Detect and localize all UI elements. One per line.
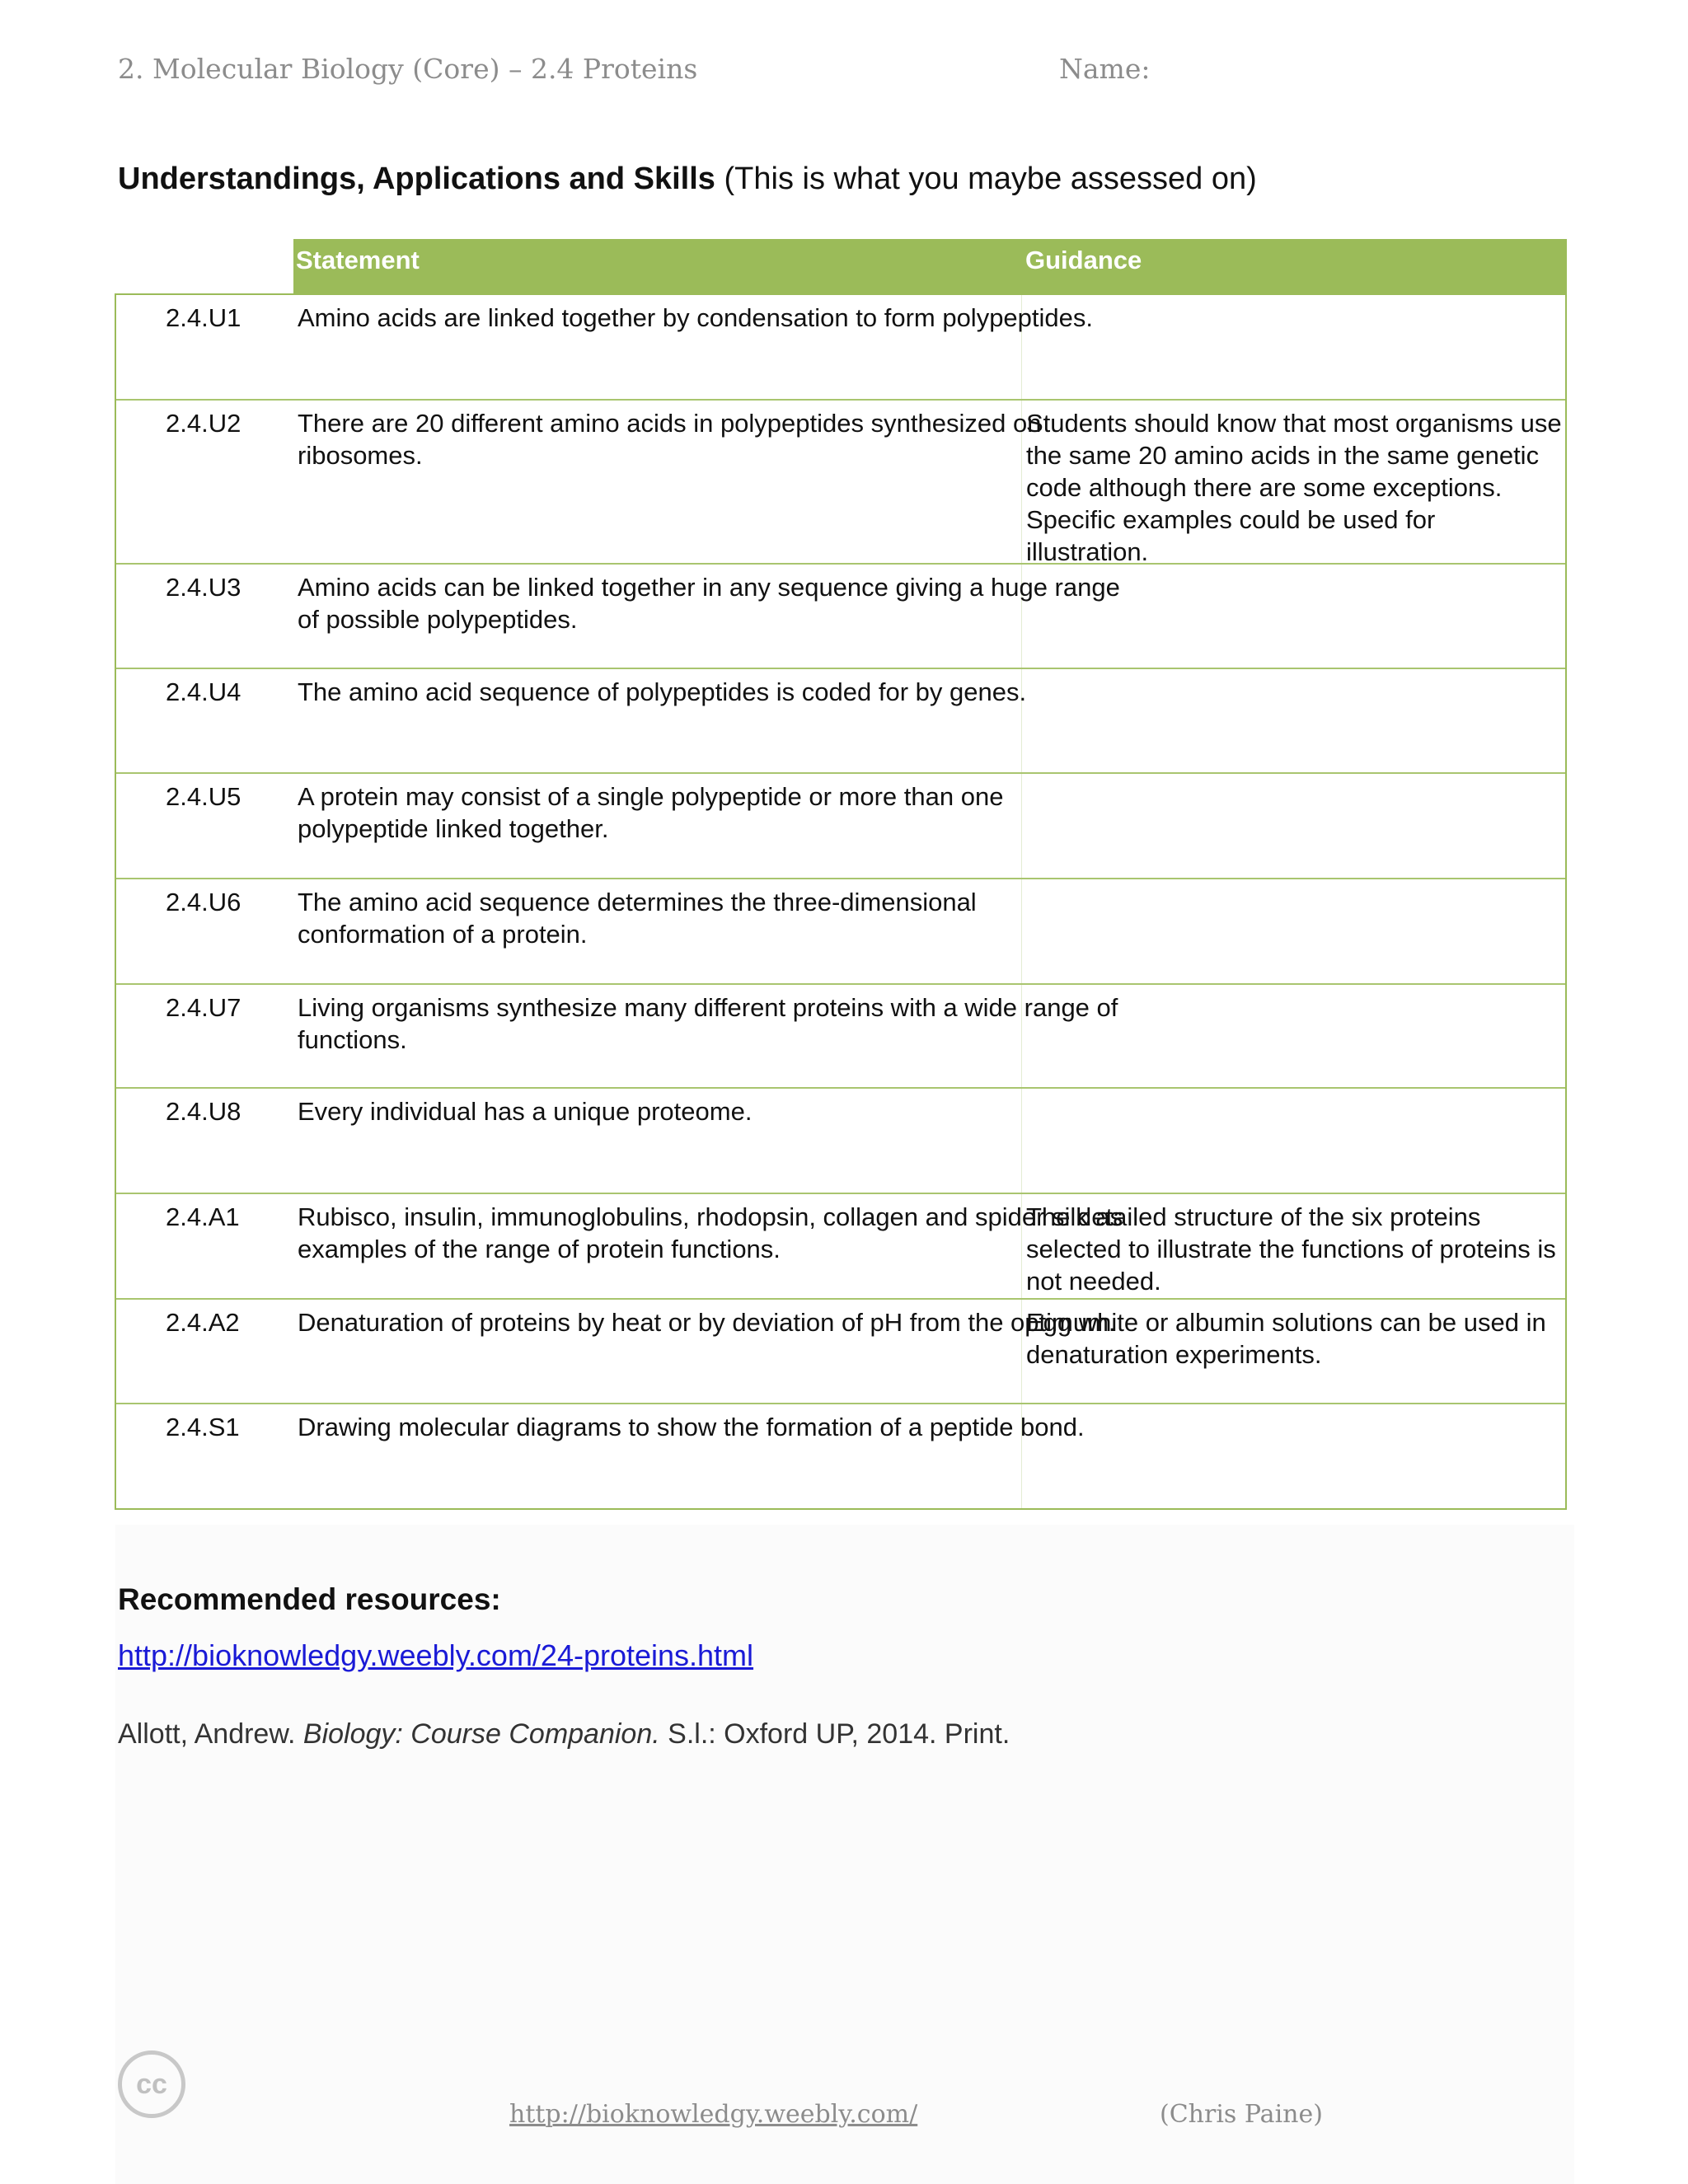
table-row — [116, 295, 1565, 401]
row-statement: The amino acid sequence of polypeptides is coded for by genes. — [298, 677, 1027, 706]
page-background — [115, 1525, 1574, 2184]
row-guidance: Egg white or albumin solutions can be used in denaturation experiments. — [1026, 1308, 1546, 1369]
table-body — [115, 293, 1567, 1510]
footer-author: (Chris Paine) — [1160, 2100, 1323, 2129]
resources-link[interactable]: http://bioknowledgy.weebly.com/24-proteins.html — [118, 1638, 754, 1672]
row-id: 2.4.A1 — [166, 1202, 240, 1231]
row-id: 2.4.U6 — [166, 888, 241, 916]
creative-commons-icon: cc — [118, 2050, 185, 2118]
running-header — [118, 53, 1568, 94]
footer-link[interactable]: http://bioknowledgy.weebly.com/ — [509, 2100, 918, 2129]
row-statement: Amino acids are linked together by condensation to form polypeptides. — [298, 303, 1094, 332]
row-statement: Denaturation of proteins by heat or by deviation of pH from the optimum. — [298, 1308, 1116, 1337]
book-citation — [118, 1718, 1010, 1750]
row-id: 2.4.A2 — [166, 1308, 240, 1337]
row-id: 2.4.U4 — [166, 677, 241, 706]
table-row — [116, 565, 1565, 669]
row-statement: There are 20 different amino acids in polypeptides synthesized on ribosomes. — [298, 409, 1042, 470]
row-statement: The amino acid sequence determines the three-dimensional conformation of a protein. — [298, 888, 977, 949]
row-id: 2.4.U1 — [166, 303, 241, 332]
row-guidance: The detailed structure of the six proteins selected to illustrate the functions of proteins is not needed. — [1026, 1202, 1556, 1296]
row-id: 2.4.U8 — [166, 1097, 241, 1126]
row-statement: A protein may consist of a single polypeptide or more than one polypeptide linked together. — [298, 782, 1004, 843]
row-id: 2.4.U5 — [166, 782, 241, 811]
row-guidance: Students should know that most organisms use the same 20 amino acids in the same genetic code although there are some exceptions. Specific examples could be used for illustration. — [1026, 409, 1562, 566]
section-title — [118, 162, 1257, 197]
row-statement: Every individual has a unique proteome. — [298, 1097, 753, 1126]
header-statement: Statement — [296, 246, 420, 274]
table-row — [116, 985, 1565, 1089]
table-header — [293, 239, 1567, 293]
row-id: 2.4.U2 — [166, 409, 241, 438]
table-row — [116, 1194, 1565, 1300]
section-title-note: (This is what you maybe assessed on) — [715, 162, 1257, 196]
table-row — [116, 401, 1565, 565]
table-row — [116, 879, 1565, 985]
header-name-label: Name: — [1059, 53, 1151, 85]
row-id: 2.4.U7 — [166, 993, 241, 1022]
row-statement: Living organisms synthesize many different proteins with a wide range of functions. — [298, 993, 1118, 1054]
citation-title: Biology: Course Companion. — [302, 1718, 660, 1750]
table-row — [116, 1404, 1565, 1508]
citation-author: Allott, Andrew. — [118, 1718, 303, 1750]
row-statement: Drawing molecular diagrams to show the formation of a peptide bond. — [298, 1413, 1085, 1441]
table-row — [116, 774, 1565, 879]
table-row — [116, 1300, 1565, 1404]
row-id: 2.4.S1 — [166, 1413, 240, 1441]
section-title-bold: Understandings, Applications and Skills — [118, 162, 715, 196]
row-statement: Amino acids can be linked together in any sequence giving a huge range of possible polypeptides. — [298, 573, 1120, 634]
citation-publisher: S.l.: Oxford UP, 2014. Print. — [659, 1718, 1010, 1750]
row-statement: Rubisco, insulin, immunoglobulins, rhodopsin, collagen and spider silk as examples of the range of protein functions. — [298, 1202, 1123, 1263]
table-row — [116, 1089, 1565, 1194]
table-row — [116, 669, 1565, 774]
row-id: 2.4.U3 — [166, 573, 241, 602]
header-chapter-title: 2. Molecular Biology (Core) – 2.4 Proteins — [118, 53, 698, 85]
resources-heading: Recommended resources: — [118, 1582, 501, 1616]
header-guidance: Guidance — [1025, 246, 1142, 274]
